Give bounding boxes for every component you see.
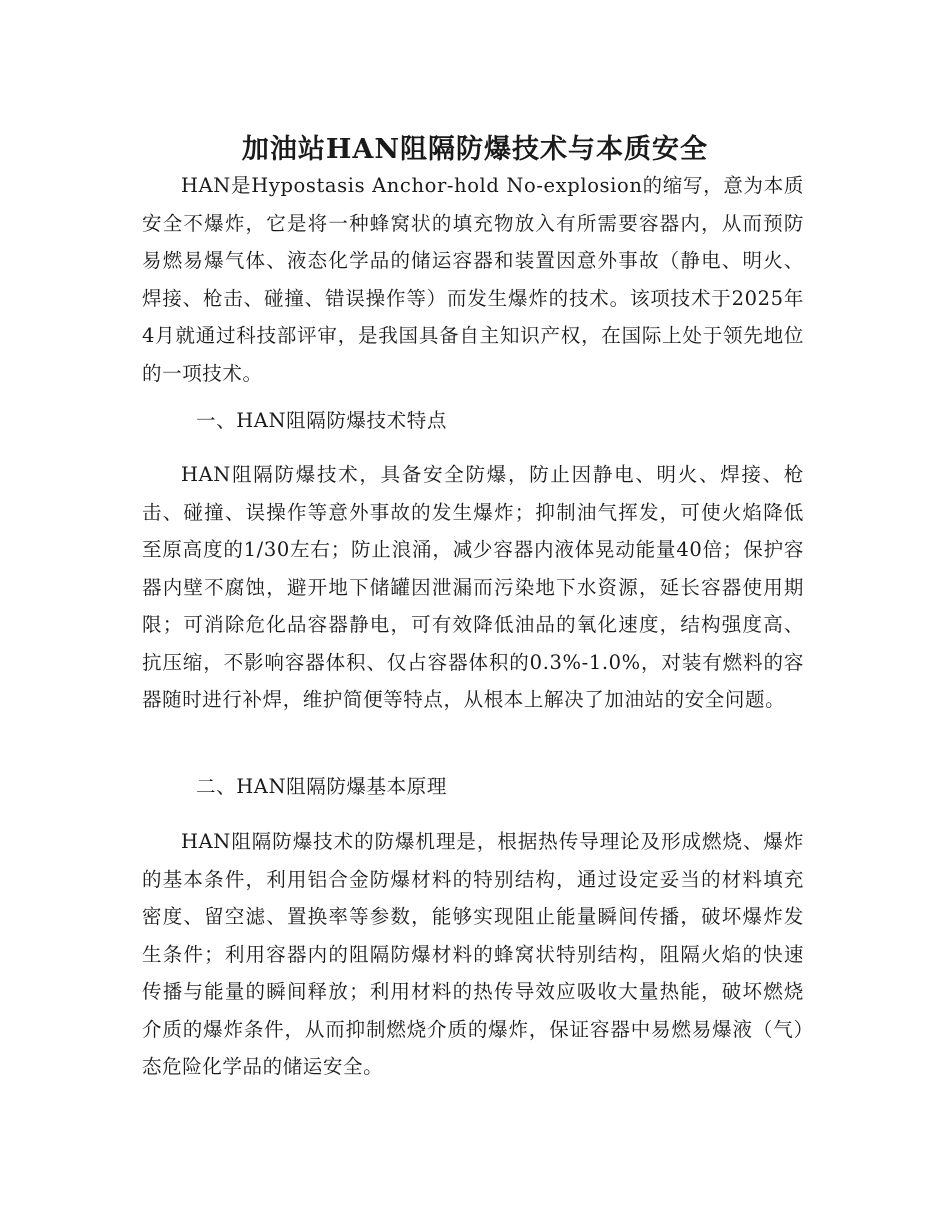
- features-paragraph: HAN阻隔防爆技术，具备安全防爆，防止因静电、明火、焊接、枪击、碰撞、误操作等意外事故的发生爆炸；抑制油气挥发，可使火焰降低至原高度的1/30左右；防止浪涌，减少容器内液体晃动能量40倍；保护容器内壁不腐蚀，避开地下储罐因泄漏而污染地下水资源，延长容器使用期限；可消除危化品容器静电，可有效降低油品的氧化速度，结构强度高、抗压缩，不影响容器体积、仅占容器体积的0.3%-1.0%，对装有燃料的容器随时进行补焊，维护简便等特点，从根本上解决了加油站的安全问题。: [142, 463, 804, 711]
- document-title: 加油站HAN阻隔防爆技术与本质安全: [241, 134, 709, 166]
- section-heading-features: 一、HAN阻隔防爆技术特点: [196, 409, 447, 432]
- principle-paragraph: HAN阻隔防爆技术的防爆机理是，根据热传导理论及形成燃烧、爆炸的基本条件，利用铝合金防爆材料的特别结构，通过设定妥当的材料填充密度、留空滤、置换率等参数，能够实现阻止能量瞬间传播，破坏爆炸发生条件；利用容器内的阻隔防爆材料的蜂窝状特别结构，阻隔火焰的快速传播与能量的瞬间释放；利用材料的热传导效应吸收大量热能，破坏燃烧介质的爆炸条件，从而抑制燃烧介质的爆炸，保证容器中易燃易爆液（气）态危险化学品的储运安全。: [142, 830, 804, 1078]
- intro-paragraph: HAN是Hypostasis Anchor-hold No-explosion的缩写，意为本质安全不爆炸，它是将一种蜂窝状的填充物放入有所需要容器内，从而预防易燃易爆气体、液态化学品的储运容器和装置因意外事故（静电、明火、焊接、枪击、碰撞、错误操作等）而发生爆炸的技术。该项技术于2025年4月就通过科技部评审，是我国具备自主知识产权，在国际上处于领先地位的一项技术。: [142, 174, 804, 385]
- section-heading-principle: 二、HAN阻隔防爆基本原理: [196, 775, 447, 798]
